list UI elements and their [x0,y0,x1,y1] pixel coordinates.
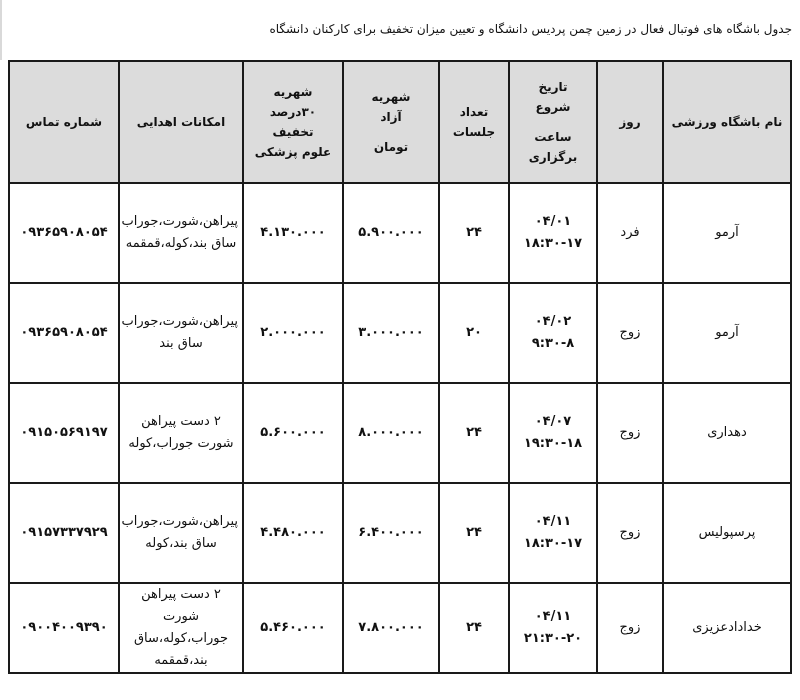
session-time: ۱۸:۳۰-۱۷ [523,236,583,251]
header-amenities: امکانات اهدایی [119,61,243,183]
header-free-fee-line: آزاد [380,110,402,124]
free-fee-cell: ۵.۹۰۰.۰۰۰ [343,183,439,283]
day-cell: زوج [597,483,663,583]
day-cell: زوج [597,383,663,483]
free-fee-cell: ۳.۰۰۰.۰۰۰ [343,283,439,383]
free-fee-cell: ۶.۴۰۰.۰۰۰ [343,483,439,583]
date-time-cell [509,383,597,483]
sessions-cell: ۲۴ [439,183,509,283]
sessions-cell: ۲۴ [439,483,509,583]
table-row [9,383,791,483]
amenities-cell [119,383,243,483]
amenities-line: ساق بند،کوله [145,536,217,551]
table-row [9,583,791,673]
amenities-line: ۲ دست پیراهن [141,587,221,602]
amenities-line: ساق بند،کوله،قمقمه [125,236,237,251]
start-date: ۰۴/۱۱ [534,514,572,529]
amenities-line: بند،قمقمه [154,653,208,668]
club-name-cell: خدادادعزیزی [663,583,791,673]
amenities-line: شورت [162,609,200,624]
sessions-cell: ۲۰ [439,283,509,383]
header-discount-fee-line: علوم پزشکی [254,145,332,159]
amenities-line: جوراب،کوله،ساق [133,631,229,646]
table-row [9,483,791,583]
amenities-line: ۲ دست پیراهن [141,414,221,429]
amenities-line: پیراهن،شورت،جوراب [121,314,238,329]
phone-cell: ۰۹۱۵۰۵۶۹۱۹۷ [9,383,119,483]
header-free-fee [343,61,439,183]
header-start-date-line: تاریخ [538,80,568,94]
sessions-cell: ۲۴ [439,383,509,483]
club-name-cell: آرمو [663,183,791,283]
phone-cell: ۰۹۱۵۷۳۳۷۹۲۹ [9,483,119,583]
phone-cell: ۰۹۳۶۵۹۰۸۰۵۴ [9,183,119,283]
header-start-date-line: شروع [535,100,571,114]
header-start-date-time [509,61,597,183]
amenities-cell [119,483,243,583]
amenities-line: ساق بند [159,336,203,351]
header-start-date-line: ساعت [534,130,572,144]
club-name-cell: دهداری [663,383,791,483]
sessions-cell: ۲۴ [439,583,509,673]
day-cell: زوج [597,583,663,673]
table-header-row [9,61,791,183]
document-title: جدول باشگاه های فوتبال فعال در زمین چمن پردیس دانشگاه و تعیین میزان تخفیف برای کارکنان دانشگاه [269,22,792,36]
day-cell: زوج [597,283,663,383]
amenities-line: پیراهن،شورت،جوراب [121,514,238,529]
discount-fee-cell: ۴.۱۳۰.۰۰۰ [243,183,343,283]
free-fee-cell: ۷.۸۰۰.۰۰۰ [343,583,439,673]
header-discount-fee-line: تخفیف [272,125,314,139]
date-time-cell [509,183,597,283]
header-discount-fee-line: ۳۰درصد [269,105,317,119]
free-fee-cell: ۸.۰۰۰.۰۰۰ [343,383,439,483]
date-time-cell [509,583,597,673]
session-time: ۱۸:۳۰-۱۷ [523,536,583,551]
amenities-cell [119,583,243,673]
header-club-name: نام باشگاه ورزشی [663,61,791,183]
header-sessions-line: جلسات [452,125,496,139]
club-name-cell: آرمو [663,283,791,383]
amenities-cell [119,183,243,283]
amenities-line: پیراهن،شورت،جوراب [121,214,238,229]
session-time: ۲۱:۳۰-۲۰ [523,631,583,646]
header-discount-fee [243,61,343,183]
discount-fee-cell: ۵.۴۶۰.۰۰۰ [243,583,343,673]
header-free-fee-line: تومان [373,140,409,154]
start-date: ۰۴/۱۱ [534,609,572,624]
left-edge-rule [0,0,2,60]
football-clubs-table [8,60,792,674]
amenities-line: شورت جوراب،کوله [128,436,234,451]
phone-cell: ۰۹۰۰۴۰۰۹۳۹۰ [9,583,119,673]
discount-fee-cell: ۵.۶۰۰.۰۰۰ [243,383,343,483]
amenities-cell [119,283,243,383]
header-start-date-line: برگزاری [528,150,578,164]
club-name-cell: پرسپولیس [663,483,791,583]
header-day: روز [597,61,663,183]
header-free-fee-line: شهریه [371,90,411,104]
header-sessions-line: تعداد [459,105,489,119]
phone-cell: ۰۹۳۶۵۹۰۸۰۵۴ [9,283,119,383]
session-time: ۹:۳۰-۸ [531,336,575,351]
header-sessions [439,61,509,183]
day-cell: فرد [597,183,663,283]
date-time-cell [509,283,597,383]
date-time-cell [509,483,597,583]
header-discount-fee-line: شهریه [273,85,313,99]
header-phone: شماره تماس [9,61,119,183]
start-date: ۰۴/۰۷ [534,414,572,429]
discount-fee-cell: ۲.۰۰۰.۰۰۰ [243,283,343,383]
session-time: ۱۹:۳۰-۱۸ [523,436,583,451]
start-date: ۰۴/۰۲ [534,314,572,329]
start-date: ۰۴/۰۱ [534,214,572,229]
discount-fee-cell: ۴.۴۸۰.۰۰۰ [243,483,343,583]
table-row [9,283,791,383]
table-row [9,183,791,283]
